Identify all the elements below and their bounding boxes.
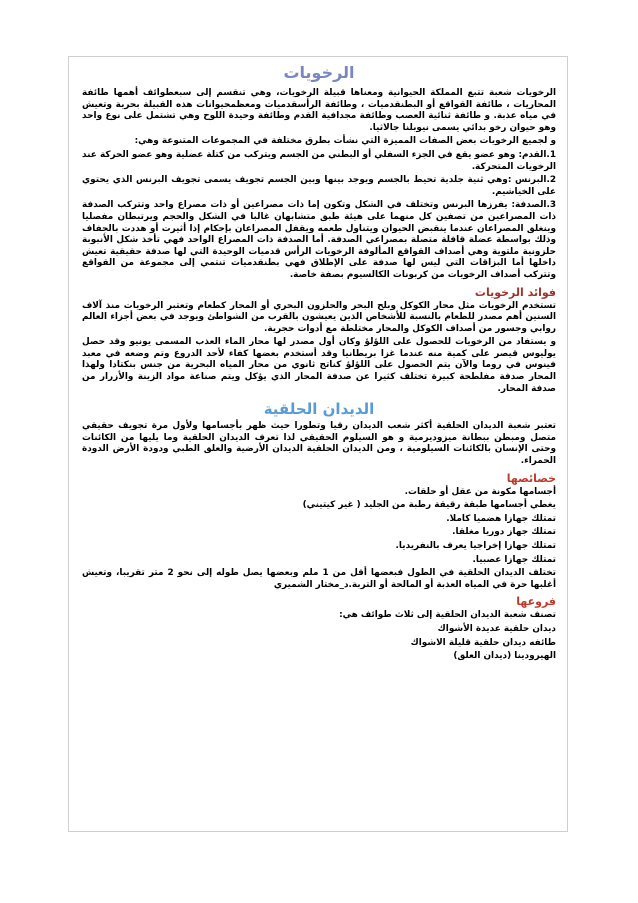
benefits-heading: فوائد الرخويات [474, 285, 556, 299]
trait-item: تمتلك جهازا عصبيا. [472, 554, 556, 565]
benefits-paragraph: و يستفاد من الرخويات للحصول على اللؤلؤ وكان أول مصدر لها محار الماء العذب المسمى يونيو وقد حصل يوليوس قيصر على كمية منه عندما غزا بريطانيا وقد أستخدم بعضها كفاء لأحد الدروع وتم وضعه في معبد فينوس في روما والآن يتم الحصول على اللؤلؤ كناتج ثانوي من محار المياه البحرية من جنس بنكتادا ولهذا المحار صدفة مفلطحة كبيرة تختلف كثيرا عن صدفة المحار الذي يؤكل ويتم صناعة مواد الزينة والأزرار من صدفة المحار. [82, 337, 556, 394]
traits-note: تختلف الديدان الحلقية في الطول فبعضها أقل من 1 ملم وبعضها يصل طوله إلى نحو 2 متر تقريبا، وتعيش أغلبها حرة في المياه العذبة أو المالحة أو التربة.د_مختار الشميري [82, 568, 556, 590]
feature-item-mantle: 2.البرنس :وهي ثنية جلدية تحيط بالجسم ويوجد بينها وبين الجسم تجويف يسمى تجويف البرنس الذي يحتوي على الخياشيم. [82, 175, 556, 197]
trait-item: تمتلك جهازا إخراجيا يعرف بالنفريديا. [395, 541, 556, 551]
branches-intro: تصنف شعبة الديدان الحلقية إلى ثلاث طوائف هي: [339, 610, 556, 621]
trait-item: تمتلك جهازا هضميا كاملا. [446, 513, 556, 524]
features-intro: و لجميع الرخويات بعض الصفات المميزة التي نشأت بطرق مختلفة في المجموعات المتنوعة وهي: [134, 136, 556, 147]
feature-item-foot: 1.القدم: وهو عضو يقع في الجزء السفلي أو البطني من الجسم ويتركب من كتلة عضلية وهو عضو الحركة عند الرخويات المتحركة. [82, 149, 556, 172]
trait-item: يغطي أجسامها طبقة رقيقة رطبة من الجليد ( غير كيتيني) [302, 500, 556, 511]
traits-heading: خصائصها [506, 471, 556, 485]
page-title: الرخويات [283, 63, 355, 82]
intro-paragraph: الرخويات شعبة تتبع المملكة الحيوانية ومعناها قبيلة الرخويات، وهي تنقسم إلى سبعطوائف أهمها طائفة المحاريات ، طائفة القواقع أو البطنقدميات ، وطائفة الرأسقدميات ومعظمحيوانات هذه القبيلة بحرية وتعيش في مياه عذبة. و طائفة ثنائية العصب وطائفة مجدافية القدم وطائفة وحيدة اللوح وهي تشتمل على نوع واحد وهو حيوان رخو بدائي يسمى نيوبلنا جالاثيا. [82, 88, 556, 133]
trait-item: أجسامها مكونة من عقل أو حلقات. [404, 486, 556, 497]
branches-heading: فروعها [516, 595, 556, 609]
worms-intro: تعتبر شعبة الديدان الحلقية أكثر شعب الديدان رقيا وتطورا حيث ظهر بأجسامها ولأول مرة تجويف حقيقي متصل ومبطن ببطانة ميزوديرمية و هو السيلوم الحقيقي لذا تعرف الديدان الحلقية وما يليها من الكائنات وحتى الإنسان بالكائنات السيلومية ، ومن الديدان الحلقية الديدان الأرضية والعلق الطبي ودودة الأرض الدودة الحمراء. [82, 421, 556, 467]
benefits-paragraph: تستخدم الرخويات مثل محار الكوكل وبلح البحر والحلزون البحري أو المحار كطعام وتعتبر الرخويات منذ آلاف السنين أهم مصدر للطعام بالنسبة للأشخاص الذين يعيشون بالقرب من الشواطئ ويوجد في بعض أجزاء العالم روابي وجسور من أصداف الكوكل والمحار مختلطة مع أدوات حجرية. [82, 300, 556, 334]
branch-item: الهيرودينا (ديدان العلق) [453, 651, 556, 662]
document-content [82, 62, 556, 665]
feature-item-shell: 3.الصدفة: يفرزها البرنس وتختلف في الشكل وتكون إما ذات مصراعين أو ذات مصراع واحد وتتركب الصدفة ذات المصراعين من تصفين كل منهما على هيئة طبق متشابهان غالبا في الشكل والحجم ويرتبطان مفصليا وينغلق المصراعان عندما ينقبض الحيوان ويتناول طعمه ويقفل المصراعان بإحكام إذا أثيرت أو هددت بالجفاف وذلك بواسطة عضلة قافلة متصلة بمصراعي الصدفة. أما الصدفة ذات المصراع الواحد فهي تأخذ شكل الأنبوبة حلزونية ملتوية وهي أصداف القواقع المألوفة الرخويات الرأس قدميات الوحيدة التي لها صدفة حقيقية تعيش داخلها أما البزاقات التي ليس لها صدفة على الإطلاق فهي بطنقدميات تنتمي إلى مجموعة من القواقع وتتركب أصداف الرخويات من كربونات الكالسيوم بصفة خاصة. [82, 200, 556, 280]
branch-item: طائفه ديدان حلقية قليلة الاشواك [410, 637, 556, 648]
trait-item: تمتلك جهاز دوريا مغلقا. [452, 527, 556, 538]
branch-item: ديدان حلقية عديدة الأشواك [437, 623, 556, 634]
worms-heading: الديدان الحلقية [263, 400, 375, 419]
